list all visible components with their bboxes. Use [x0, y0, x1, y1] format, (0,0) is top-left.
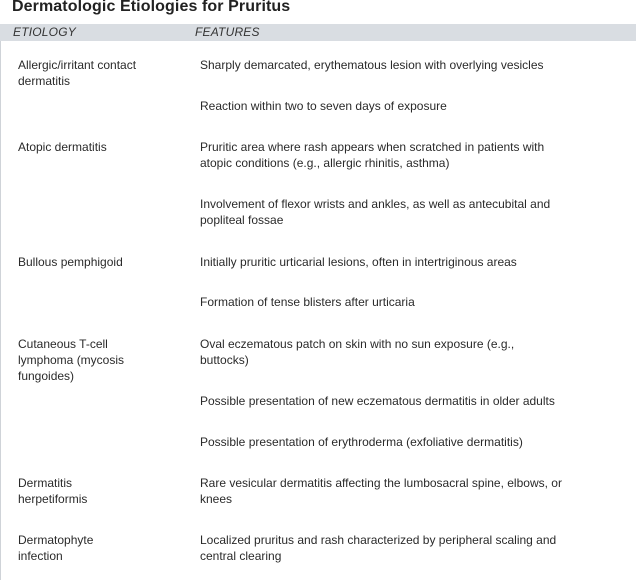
feature-line: knees — [200, 492, 233, 506]
feature-line: Involvement of flexor wrists and ankles, as well as antecubital and — [200, 197, 551, 211]
feature-line: Possible presentation of erythroderma (exfoliative dermatitis) — [200, 435, 523, 449]
etiology-line: lymphoma (mycosis — [18, 353, 125, 367]
feature-line: atopic conditions (e.g., allergic rhinitis, asthma) — [200, 156, 450, 170]
feature-line: Rare vesicular dermatitis affecting the lumbosacral spine, elbows, or — [200, 476, 562, 490]
etiology-cell — [18, 254, 178, 270]
etiology-line: Allergic/irritant contact — [18, 58, 137, 72]
feature-cell — [200, 139, 620, 171]
feature-line: buttocks) — [200, 353, 249, 367]
feature-cell — [200, 532, 620, 564]
feature-line: central clearing — [200, 549, 282, 563]
etiology-cell — [18, 475, 178, 507]
etiology-line: Cutaneous T-cell — [18, 337, 108, 351]
feature-cell — [200, 196, 620, 228]
etiology-line: Dermatitis — [18, 476, 73, 490]
feature-cell — [200, 254, 620, 270]
feature-line: Sharply demarcated, erythematous lesion with overlying vesicles — [200, 58, 544, 72]
feature-line: Localized pruritus and rash characterized by peripheral scaling and — [200, 533, 557, 547]
table-header — [0, 24, 636, 41]
feature-cell — [200, 336, 620, 368]
etiology-cell — [18, 57, 178, 89]
feature-cell — [200, 57, 620, 73]
feature-line: Pruritic area where rash appears when scratched in patients with — [200, 140, 545, 154]
etiology-line: herpetiformis — [18, 492, 88, 506]
feature-line: Oval eczematous patch on skin with no sun exposure (e.g., — [200, 337, 515, 351]
column-header-etiology: ETIOLOGY — [13, 25, 76, 39]
table-title: Dermatologic Etiologies for Pruritus — [12, 0, 291, 15]
etiology-line: Bullous pemphigoid — [18, 255, 123, 269]
etiology-line: Dermatophyte — [18, 533, 94, 547]
etiology-cell — [18, 336, 178, 384]
etiology-line: fungoides) — [18, 369, 75, 383]
feature-cell — [200, 475, 620, 507]
feature-line: Possible presentation of new eczematous dermatitis in older adults — [200, 394, 555, 408]
table-left-border — [0, 41, 1, 580]
feature-line: popliteal fossae — [200, 213, 284, 227]
feature-cell — [200, 98, 620, 114]
feature-cell — [200, 294, 620, 310]
feature-line: Initially pruritic urticarial lesions, often in intertriginous areas — [200, 255, 517, 269]
etiology-line: dermatitis — [18, 74, 71, 88]
feature-cell — [200, 434, 620, 450]
feature-line: Formation of tense blisters after urticaria — [200, 295, 415, 309]
feature-cell — [200, 393, 620, 409]
column-header-features: FEATURES — [195, 25, 260, 39]
etiology-cell — [18, 139, 178, 155]
feature-line: Reaction within two to seven days of exposure — [200, 99, 447, 113]
etiology-cell — [18, 532, 178, 564]
etiology-line: infection — [18, 549, 63, 563]
etiology-line: Atopic dermatitis — [18, 140, 107, 154]
